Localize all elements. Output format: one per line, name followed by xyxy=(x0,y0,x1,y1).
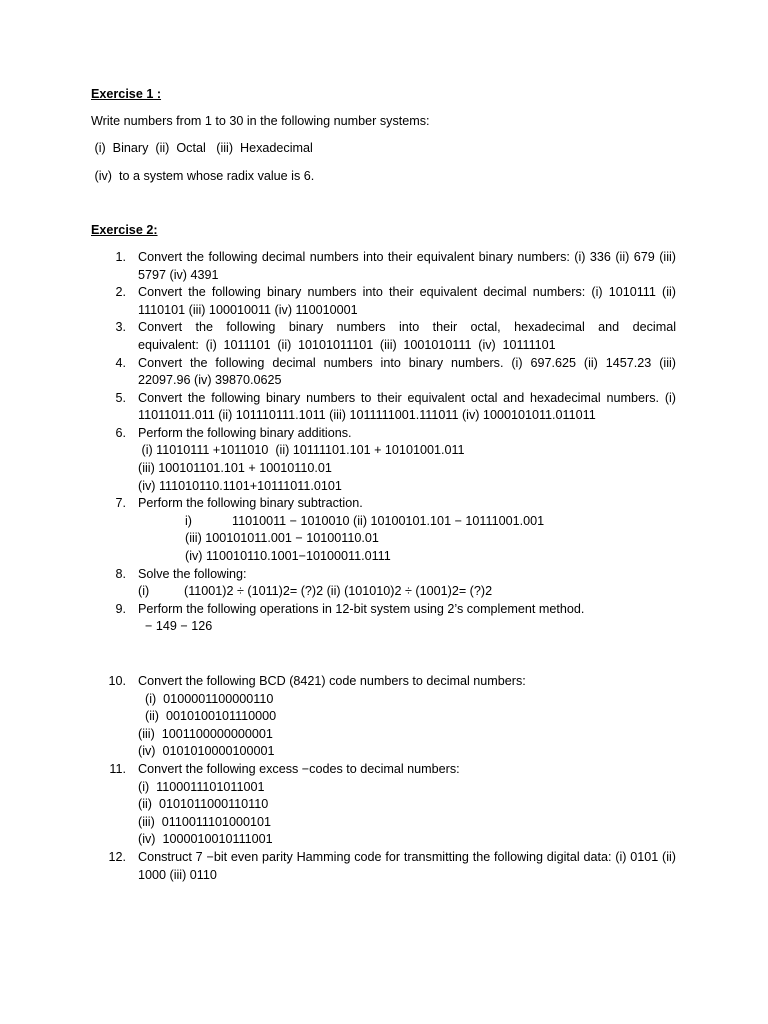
item-number: 4. xyxy=(115,355,126,370)
item-text: Convert the following binary numbers into their equivalent decimal numbers: (i) 1010111 (ii) 1110101 (iii) 100010011 (iv) 110010001 xyxy=(138,285,676,317)
item-subline: (iv) 0101010000100001 xyxy=(138,744,275,759)
item-number: 9. xyxy=(115,601,126,616)
item-text: Convert the following binary numbers to their equivalent octal and hexadecimal numbers. (i) 11011011.011 (ii) 101110111.1011 (iii) 1011111001.111011 (iv) 1000101011.011011 xyxy=(138,390,676,423)
item-number: 6. xyxy=(115,425,126,440)
exercise-1-line: (iv) to a system whose radix value is 6. xyxy=(91,168,315,183)
spacer xyxy=(91,104,676,114)
spacer xyxy=(91,158,676,168)
list-item xyxy=(91,495,676,565)
document-page xyxy=(91,86,676,884)
item-subline xyxy=(138,583,676,601)
item-text: Perform the following operations in 12-bit system using 2’s complement method. xyxy=(138,601,585,616)
item-subline: (iv) 1000010010111001 xyxy=(138,832,273,847)
item-subline: (i) 1100011101011001 xyxy=(138,779,265,794)
item-subline: (iii) 100101101.101 + 10010110.01 xyxy=(138,461,332,476)
item-number: 2. xyxy=(115,285,126,300)
item-number: 11. xyxy=(109,761,126,776)
item-text: Convert the following excess −codes to decimal numbers: xyxy=(138,761,460,776)
item-number: 7. xyxy=(115,496,126,511)
item-text: Perform the following binary additions. xyxy=(138,425,352,440)
item-text: Solve the following: xyxy=(138,566,247,581)
exercise-2-title: Exercise 2: xyxy=(91,222,158,237)
list-item xyxy=(91,566,676,601)
list-item xyxy=(91,249,676,284)
sub-label: i) xyxy=(185,513,192,528)
list-item xyxy=(91,761,676,849)
item-number: 3. xyxy=(115,320,126,335)
list-item xyxy=(91,284,676,319)
list-item xyxy=(91,673,676,761)
item-text: Convert the following binary numbers into their octal, hexadecimal and decimal equivalent: (i) 1011101 (ii) 10101011101 (iii) 1001010111 (iv) 10111101 xyxy=(138,320,676,352)
item-subline: (ii) 0101011000110110 xyxy=(138,797,269,812)
item-text: Convert the following BCD (8421) code numbers to decimal numbers: xyxy=(138,674,526,688)
item-subline: (iv) 110010110.1001−10100011.0111 xyxy=(185,549,391,564)
spacer xyxy=(91,131,676,141)
list-item xyxy=(91,601,676,636)
item-text: Construct 7 −bit even parity Hamming code for transmitting the following digital data: (i) 0101 (ii) 1000 (iii) 0110 xyxy=(138,849,676,882)
item-subline: (iii) 0110011101000101 xyxy=(138,814,272,829)
item-subline xyxy=(138,513,676,531)
item-number: 10. xyxy=(108,674,126,688)
list-item xyxy=(91,355,676,390)
item-number: 5. xyxy=(115,390,126,405)
item-subline: (i) 0100001100000110 xyxy=(138,691,274,706)
item-subline: (iii) 100101011.001 − 10100110.01 xyxy=(185,531,379,546)
exercise-1-line: (i) Binary (ii) Octal (iii) Hexadecimal xyxy=(91,141,313,156)
list-item xyxy=(91,390,676,425)
sub-text: 11010011 − 1010010 (ii) 10100101.101 − 10111001.001 xyxy=(232,513,545,528)
exercise-2-list-continued xyxy=(91,673,676,884)
exercise-1-line: Write numbers from 1 to 30 in the following number systems: xyxy=(91,114,430,129)
item-subline: − 149 − 126 xyxy=(145,619,213,634)
spacer xyxy=(91,636,676,673)
spacer xyxy=(91,185,676,222)
item-subline: (i) 11010111 +1011010 (ii) 10111101.101 + 10101001.011 xyxy=(138,443,465,458)
item-subline: (iii) 1001100000000001 xyxy=(138,726,273,741)
spacer xyxy=(91,239,676,249)
list-item xyxy=(91,319,676,354)
item-text: Convert the following decimal numbers into binary numbers. (i) 697.625 (ii) 1457.23 (iii) 22097.96 (iv) 39870.0625 xyxy=(138,355,676,388)
item-number: 1. xyxy=(115,249,126,264)
exercise-2-list xyxy=(91,249,676,636)
list-item xyxy=(91,425,676,495)
item-subline: (ii) 0010100101110000 xyxy=(138,709,277,724)
item-subline: (iv) 111010110.1101+10111011.0101 xyxy=(138,478,342,493)
item-number: 8. xyxy=(115,566,126,581)
exercise-1-title: Exercise 1 : xyxy=(91,87,162,101)
sub-text: (11001)2 ÷ (1011)2= (?)2 (ii) (101010)2 ÷ (1001)2= (?)2 xyxy=(184,584,493,599)
item-text: Convert the following decimal numbers into their equivalent binary numbers: (i) 336 (ii) 679 (iii) 5797 (iv) 4391 xyxy=(138,249,676,282)
sub-label: (i) xyxy=(138,584,150,599)
list-item xyxy=(91,849,676,884)
item-text: Perform the following binary subtraction. xyxy=(138,496,363,511)
item-number: 12. xyxy=(108,849,126,864)
